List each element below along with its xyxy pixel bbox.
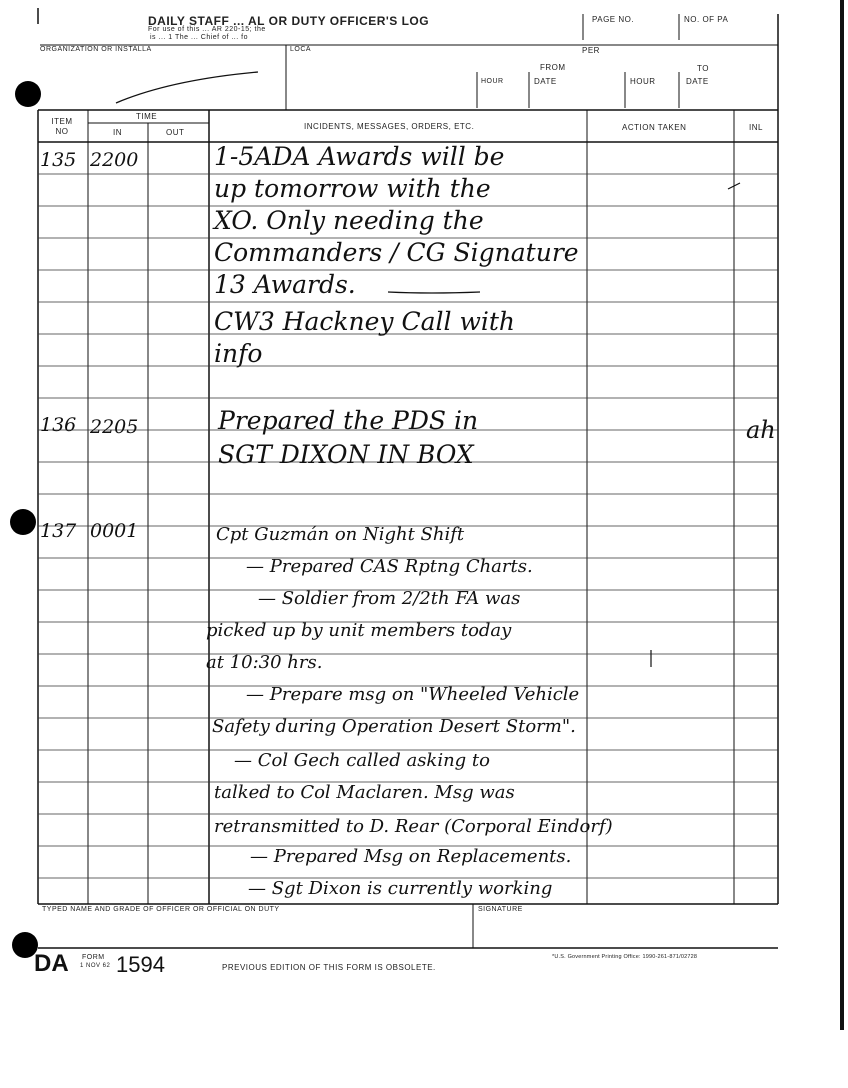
form-title: DAILY STAFF ... AL OR DUTY OFFICER'S LOG (148, 14, 430, 28)
item-number: 135 (40, 149, 77, 171)
entry-line: — Soldier from 2/2th FA was (258, 588, 521, 609)
gpo-imprint: *U.S. Government Printing Office: 1990-261-871/02728 (552, 954, 698, 960)
item-number: 137 (40, 520, 77, 542)
initials: ah (746, 416, 776, 444)
entry-line: — Prepared CAS Rptng Charts. (246, 556, 533, 577)
from-label: FROM (540, 63, 566, 72)
entry-line: info (214, 339, 263, 368)
entry-line: SGT DIXON IN BOX (218, 440, 474, 469)
time-in-header: IN (113, 128, 122, 137)
from-hour-label: HOUR (481, 78, 504, 85)
form-word: FORM (82, 954, 105, 961)
entry-line: talked to Col Maclaren. Msg was (214, 782, 515, 803)
to-hour-label: HOUR (630, 77, 656, 86)
entry-line: 1-5ADA Awards will be (214, 142, 505, 171)
item-number: 136 (40, 414, 77, 436)
time-in: 2205 (90, 416, 139, 438)
entry-line: — Prepared Msg on Replacements. (250, 846, 572, 867)
entry-line: at 10:30 hrs. (206, 652, 323, 673)
entry-line: Safety during Operation Desert Storm". (212, 716, 576, 737)
chief-note: is ... 1 The ... Chief of ... fo (150, 34, 248, 41)
time-header: TIME (136, 112, 158, 121)
entry-line: retransmitted to D. Rear (Corporal Eindorf) (214, 816, 613, 837)
entry-line: — Prepare msg on "Wheeled Vehicle (246, 684, 580, 705)
entry-line: up tomorrow with the (214, 174, 491, 203)
form-prefix: DA (34, 950, 69, 977)
entry-line: XO. Only needing the (214, 206, 484, 235)
form-number: 1594 (116, 952, 165, 977)
to-label: TO (697, 64, 709, 73)
location-label: LOCA (290, 46, 312, 53)
entry-line: Cpt Guzmán on Night Shift (216, 524, 465, 545)
page-no-label: PAGE NO. (592, 15, 635, 24)
entry-line: — Sgt Dixon is currently working (248, 878, 553, 899)
entry-line: Prepared the PDS in (218, 406, 479, 435)
previous-edition-note: PREVIOUS EDITION OF THIS FORM IS OBSOLETE. (222, 963, 436, 972)
typed-name-label: TYPED NAME AND GRADE OF OFFICER OR OFFICIAL ON DUTY (42, 906, 280, 913)
from-date-label: DATE (534, 77, 557, 86)
period-label: PER (582, 46, 600, 55)
item-no-header: ITEM NO (51, 117, 73, 136)
time-in: 0001 (90, 520, 139, 542)
entry-line: Commanders / CG Signature (214, 238, 579, 267)
entry-line: — Col Gech called asking to (234, 750, 490, 771)
initials-header: INL (749, 123, 763, 132)
use-note: For use of this ... AR 220-15; the (148, 26, 266, 33)
time-in: 2200 (90, 149, 139, 171)
entry-line: 13 Awards. (214, 270, 356, 299)
time-out-header: OUT (166, 128, 185, 137)
incidents-header: INCIDENTS, MESSAGES, ORDERS, ETC. (304, 122, 475, 131)
entry-line: CW3 Hackney Call with (214, 307, 516, 336)
signature-label: SIGNATURE (478, 906, 523, 913)
entry-line: picked up by unit members today (206, 620, 512, 641)
to-date-label: DATE (686, 77, 709, 86)
form-date: 1 NOV 62 (80, 963, 111, 969)
organization-label: ORGANIZATION OR INSTALLA (40, 46, 152, 53)
no-of-pages-label: NO. OF PA (684, 15, 729, 24)
action-taken-header: ACTION TAKEN (622, 123, 687, 132)
